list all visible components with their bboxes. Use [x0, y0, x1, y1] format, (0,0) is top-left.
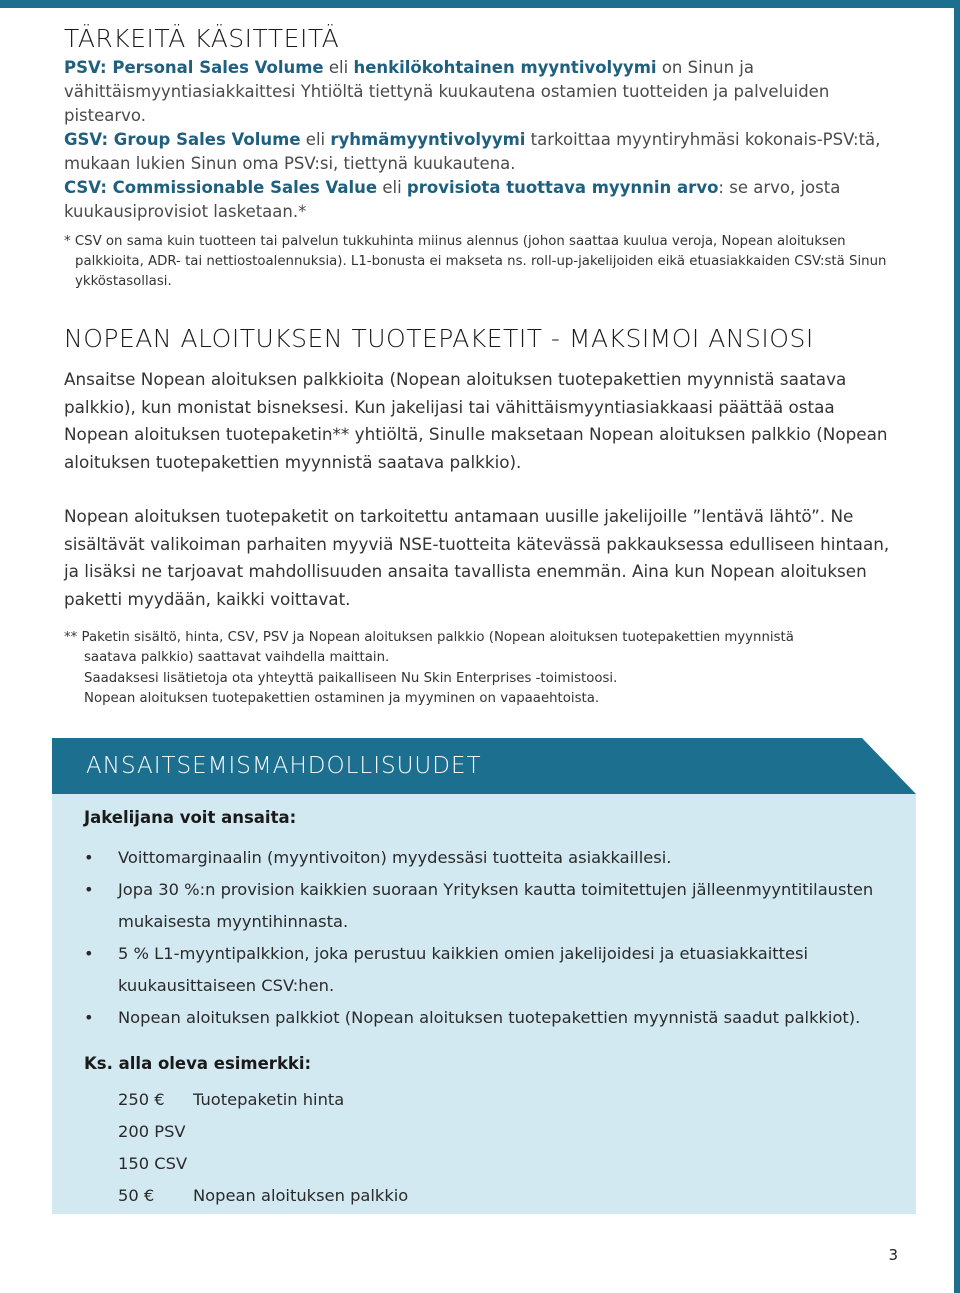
fast-start-section — [64, 322, 894, 710]
fast-start-heading: NOPEAN ALOITUKSEN TUOTEPAKETIT - MAKSIMOI ANSIOSI — [64, 324, 814, 353]
key-concepts-section — [64, 22, 894, 292]
package-footnote: ** Paketin sisältö, hinta, CSV, PSV ja Nopean aloituksen palkkio (Nopean aloituksen tuotepakettien myynnistä saatava palkkio) saattavat vaihdella maittain. Saadaksesi lisätietoja ota yhteyttä paikalliseen Nu Skin Enterprises -toimistoosi. Nopean aloituksen tuotepakettien ostaminen ja myyminen on vapaaehtoista. — [64, 629, 794, 707]
page-number: 3 — [888, 1246, 898, 1264]
csv-definition: CSV: Commissionable Sales Value eli provisiota tuottava myynnin arvo: se arvo, josta kuukausiprovisiot lasketaan.* — [64, 178, 841, 221]
csv-footnote: * CSV on sama kuin tuotteen tai palvelun tukkuhinta miinus alennus (johon saattaa kuulua veroja, Nopean aloituksen palkkioita, ADR- tai nettiostoalennuksia). L1-bonusta ei makseta ns. roll-up-jakelijoiden eikä etuasiakkaiden CSV:stä Sinun ykköstasollasi. — [64, 234, 887, 289]
gsv-definition: GSV: Group Sales Volume eli ryhmämyyntivolyymi tarkoittaa myyntiryhmäsi kokonais-PSV:tä, mukaan lukien Sinun oma PSV:si, tiettynä kuukautena. — [64, 130, 881, 173]
csv-finnish-term: provisiota tuottava myynnin arvo — [406, 178, 719, 197]
earnings-list — [84, 842, 884, 1034]
psv-term: PSV: Personal Sales Volume — [64, 58, 324, 77]
list-item: • 5 % L1-myyntipalkkion, joka perustuu kaikkien omien jakelijoidesi ja etuasiakkaittesi kuukausittaiseen CSV:hen. — [84, 938, 884, 1002]
fast-start-paragraph-1: Ansaitse Nopean aloituksen palkkioita (Nopean aloituksen tuotepakettien myynnistä saatava palkkio), kun monistat bisneksesi. Kun jakelijasi tai vähittäismyyntiasiakkaasi päättää ostaa Nopean aloituksen tuotepaketin** yhtiöltä, Sinulle maksetaan Nopean aloituksen palkkio (Nopean aloituksen tuotepakettien myynnistä saatava palkkio). — [64, 369, 888, 473]
fast-start-paragraph-2: Nopean aloituksen tuotepaketit on tarkoitettu antamaan uusille jakelijoille ”lentävä lähtö”. Ne sisältävät valikoiman parhaiten myyviä NSE-tuotteita kätevässä pakkauksessa edulliseen hintaan, ja lisäksi ne tarjoavat mahdollisuuden ansaita tavallista enemmän. Aina kun Nopean aloituksen paketti myydään, kaikki voittavat. — [64, 505, 890, 609]
list-item: • Nopean aloituksen palkkiot (Nopean aloituksen tuotepakettien myynnistä saadut palkkiot). — [84, 1002, 884, 1034]
earning-opportunities-banner — [52, 738, 916, 794]
example-row: 200 PSV — [118, 1122, 186, 1141]
right-accent-rule — [954, 0, 960, 1293]
key-concepts-heading: TÄRKEITÄ KÄSITTEITÄ — [64, 24, 340, 53]
earning-opportunities-title: ANSAITSEMISMAHDOLLISUUDET — [86, 753, 482, 779]
example-row: 150 CSV — [118, 1154, 188, 1173]
bullet-icon: • — [84, 1008, 94, 1027]
earning-opportunities-panel — [52, 794, 916, 1214]
gsv-finnish-term: ryhmämyyntivolyymi — [330, 130, 526, 149]
gsv-term: GSV: Group Sales Volume — [64, 130, 301, 149]
definitions — [64, 56, 894, 224]
psv-finnish-term: henkilökohtainen myyntivolyymi — [353, 58, 657, 77]
csv-term: CSV: Commissionable Sales Value — [64, 178, 378, 197]
top-accent-rule — [0, 0, 960, 8]
earnings-subheading: Jakelijana voit ansaita: — [84, 808, 297, 827]
example-heading: Ks. alla oleva esimerkki: — [84, 1054, 312, 1073]
bullet-icon: • — [84, 944, 94, 963]
example-row: 250 € Tuotepaketin hinta — [118, 1090, 345, 1109]
list-item: • Jopa 30 %:n provision kaikkien suoraan Yrityksen kautta toimitettujen jälleenmyyntitilausten mukaisesta myyntihinnasta. — [84, 874, 884, 938]
psv-definition: PSV: Personal Sales Volume eli henkilökohtainen myyntivolyymi on Sinun ja vähittäismyyntiasiakkaittesi Yhtiöltä tiettynä kuukautena ostamien tuotteiden ja palveluiden pistearvo. — [64, 58, 830, 125]
list-item: • Voittomarginaalin (myyntivoiton) myydessäsi tuotteita asiakkaillesi. — [84, 842, 884, 874]
bullet-icon: • — [84, 848, 94, 867]
example-row: 50 € Nopean aloituksen palkkio — [118, 1186, 409, 1205]
bullet-icon: • — [84, 880, 94, 899]
